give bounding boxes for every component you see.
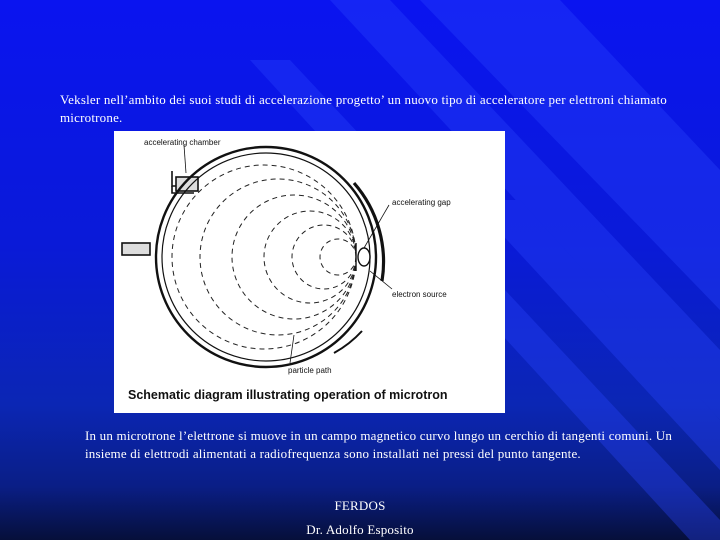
footer-org: FERDOS bbox=[334, 498, 386, 513]
intro-text: Veksler nell’ambito dei suoi studi di accelerazione progetto’ un nuovo tipo di acceleratore per elettroni chiamato microtrone. bbox=[60, 92, 667, 125]
caption-text: In un microtrone l’elettrone si muove in un campo magnetico curvo lungo un cerchio di tangenti comuni. Un insieme di elettrodi alimentati a radiofrequenza sono installati nei pressi del punto tangente. bbox=[85, 428, 673, 461]
figure-title: Schematic diagram illustrating operation of microtron bbox=[128, 388, 448, 402]
footer-author: Dr. Adolfo Esposito bbox=[306, 522, 414, 537]
microtron-diagram bbox=[114, 131, 505, 413]
label-accelerating-gap: accelerating gap bbox=[392, 198, 451, 207]
label-particle-path: particle path bbox=[288, 366, 332, 375]
label-accelerating-chamber: accelerating chamber bbox=[144, 138, 221, 147]
label-electron-source: electron source bbox=[392, 290, 447, 299]
